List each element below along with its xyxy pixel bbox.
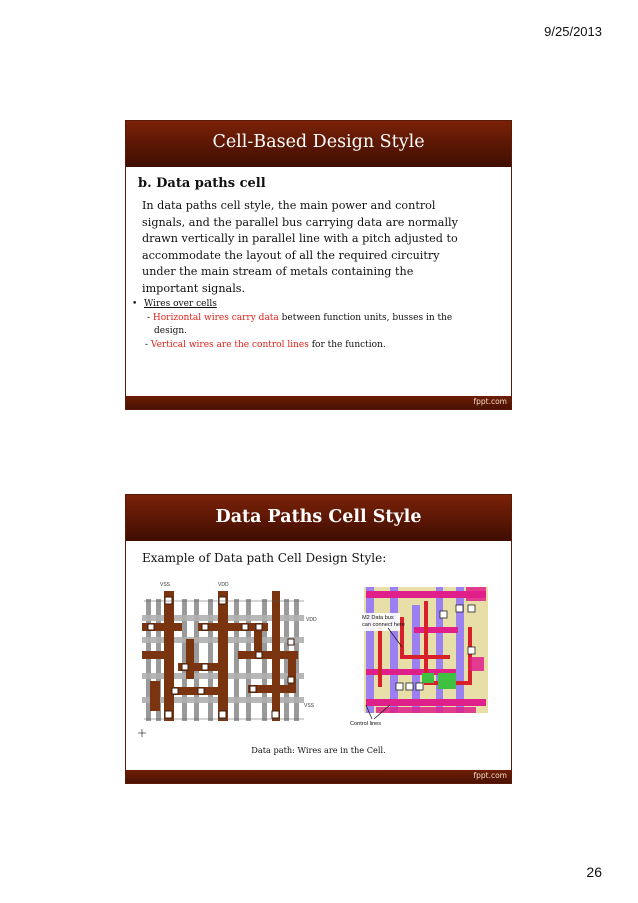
bus-label-line1: M2 Data bus xyxy=(362,615,394,621)
bus-label-line2: can connect here xyxy=(362,622,405,628)
slide-data-paths-cell xyxy=(125,494,512,784)
vertical-rest: for the function. xyxy=(308,339,386,350)
bullet-item xyxy=(132,298,504,312)
vertical-highlight: Vertical wires are the control lines xyxy=(150,339,309,350)
fppt-watermark: fppt.com xyxy=(473,771,507,780)
dash: - xyxy=(147,312,153,323)
example-text: Example of Data path Cell Design Style: xyxy=(142,551,387,565)
page-number: 26 xyxy=(586,864,602,880)
paragraph-line: under the main stream of metals containing the xyxy=(142,265,414,278)
slide-header xyxy=(126,121,511,167)
slide-paragraph xyxy=(142,198,502,297)
page-date: 9/25/2013 xyxy=(544,24,602,39)
vdd-top-label: VDD xyxy=(218,582,229,588)
fppt-watermark: fppt.com xyxy=(473,397,507,406)
slide-footer xyxy=(126,396,511,409)
paragraph-line: signals, and the parallel bus carrying data are normally xyxy=(142,215,458,229)
horizontal-rest: between function units, busses in the xyxy=(278,312,453,323)
dash: - xyxy=(145,339,151,350)
vdd-right-label: VDD xyxy=(306,617,317,623)
vss-top-label: VSS xyxy=(160,582,171,588)
cell-layout-image xyxy=(138,577,320,737)
slide-title: Cell-Based Design Style xyxy=(212,132,425,152)
control-lines-label: Control lines xyxy=(350,721,382,727)
sub-bullet-horizontal xyxy=(132,312,504,326)
figure-caption: Data path: Wires are in the Cell. xyxy=(251,745,386,755)
bullet-heading: Wires over cells xyxy=(144,299,217,309)
datapath-layout-image xyxy=(330,587,490,729)
paragraph-line: drawn vertically in parallel line with a pitch adjusted to xyxy=(142,232,458,245)
sub-bullet-vertical xyxy=(132,339,504,353)
bullet-list xyxy=(132,298,504,352)
horizontal-highlight: Horizontal wires carry data xyxy=(152,312,279,323)
slide-subtitle: b. Data paths cell xyxy=(138,176,266,191)
paragraph-line: In data paths cell style, the main power and control xyxy=(142,199,436,212)
slide-cell-based-design xyxy=(125,120,512,410)
slide-title: Data Paths Cell Style xyxy=(215,507,422,527)
vss-right-label: VSS xyxy=(304,703,315,709)
slide-footer xyxy=(126,770,511,783)
paragraph-line: accommodate the layout of all the required circuitry xyxy=(142,248,440,262)
sub-bullet-horizontal-cont: design. xyxy=(154,326,188,336)
bullet-dot: • xyxy=(132,299,138,309)
slide-header xyxy=(126,495,511,541)
paragraph-line: important signals. xyxy=(142,281,246,295)
